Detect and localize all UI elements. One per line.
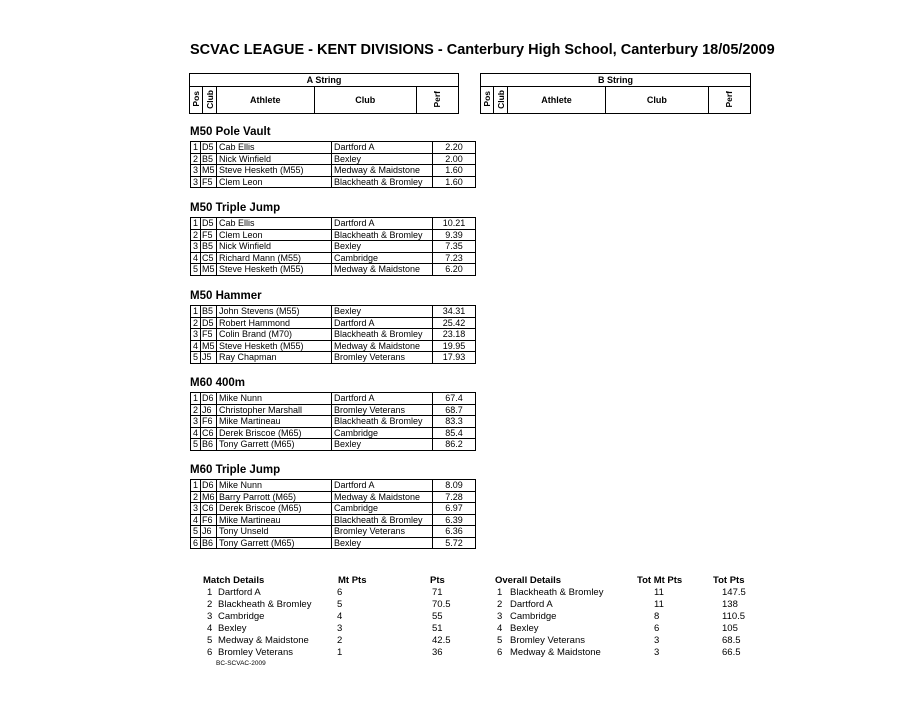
match-pts-heading: Pts — [430, 575, 445, 586]
club-cell: Bexley — [332, 241, 433, 253]
points: 42.5 — [432, 635, 451, 646]
results-table — [190, 217, 476, 276]
list-item — [492, 611, 762, 623]
athlete-cell: Ray Chapman — [217, 352, 332, 364]
results-table — [190, 305, 476, 364]
performance-cell: 68.7 — [433, 404, 476, 416]
club-name: Medway & Maidstone — [510, 647, 601, 658]
performance-cell: 5.72 — [433, 537, 476, 549]
match-points: 6 — [337, 587, 343, 598]
performance-cell: 83.3 — [433, 416, 476, 428]
athlete-cell: Tony Garrett (M65) — [217, 439, 332, 451]
performance-cell: 7.35 — [433, 241, 476, 253]
athlete-cell: Tony Unseld — [217, 526, 332, 538]
overall-pts-heading: Tot Pts — [713, 575, 745, 586]
match-heading: Match Details — [203, 575, 265, 586]
position-cell: 5 — [191, 264, 201, 276]
performance-cell: 6.20 — [433, 264, 476, 276]
club-header: Club — [314, 87, 416, 114]
position-cell: 2 — [191, 229, 201, 241]
club-name: Bexley — [510, 623, 539, 634]
club-name: Blackheath & Bromley — [218, 599, 312, 610]
list-item — [200, 587, 460, 599]
list-item — [200, 599, 460, 611]
table-row — [191, 503, 476, 515]
athlete-cell: Cab Ellis — [217, 218, 332, 230]
performance-cell: 19.95 — [433, 340, 476, 352]
athlete-cell: Robert Hammond — [217, 317, 332, 329]
position-cell: 2 — [191, 491, 201, 503]
club-cell: Bromley Veterans — [332, 352, 433, 364]
position-cell: 1 — [191, 393, 201, 405]
athlete-cell: Derek Briscoe (M65) — [217, 427, 332, 439]
position-cell: 4 — [191, 514, 201, 526]
rank: 4 — [497, 623, 503, 634]
position-cell: 3 — [191, 503, 201, 515]
list-item — [200, 611, 460, 623]
club-cell: Dartford A — [332, 142, 433, 154]
match-points: 11 — [654, 587, 664, 598]
table-row — [191, 439, 476, 451]
performance-cell: 25.42 — [433, 317, 476, 329]
club-name: Bromley Veterans — [218, 647, 293, 658]
match-points: 5 — [337, 599, 343, 610]
overall-mt-heading: Tot Mt Pts — [637, 575, 683, 586]
perf-header: Perf — [432, 90, 443, 108]
performance-cell: 34.31 — [433, 306, 476, 318]
club-code-cell: F5 — [201, 229, 217, 241]
rank: 6 — [497, 647, 503, 658]
club-cell: Bexley — [332, 153, 433, 165]
club-code-cell: D6 — [201, 480, 217, 492]
club-code-cell: D6 — [201, 393, 217, 405]
performance-cell: 8.09 — [433, 480, 476, 492]
club-cell: Dartford A — [332, 218, 433, 230]
position-cell: 5 — [191, 526, 201, 538]
table-row — [191, 317, 476, 329]
athlete-cell: Steve Hesketh (M55) — [217, 264, 332, 276]
club-code-cell: D5 — [201, 218, 217, 230]
position-cell: 4 — [191, 427, 201, 439]
position-cell: 1 — [191, 142, 201, 154]
club-cell: Dartford A — [332, 480, 433, 492]
club-cell: Blackheath & Bromley — [332, 514, 433, 526]
club-name: Medway & Maidstone — [218, 635, 309, 646]
athlete-header: Athlete — [507, 87, 605, 114]
points: 147.5 — [722, 587, 746, 598]
club-cell: Medway & Maidstone — [332, 491, 433, 503]
club-code-cell: F6 — [201, 416, 217, 428]
athlete-cell: Clem Leon — [217, 229, 332, 241]
club-cell: Blackheath & Bromley — [332, 229, 433, 241]
club-name: Cambridge — [218, 611, 265, 622]
perf-header: Perf — [724, 90, 735, 108]
table-row — [191, 142, 476, 154]
list-item — [492, 647, 762, 659]
a-string-header — [189, 73, 459, 114]
page-title: SCVAC LEAGUE - KENT DIVISIONS - Canterbury High School, Canterbury 18/05/2009 — [190, 42, 775, 58]
club-abbr-header: Club — [495, 89, 506, 109]
athlete-cell: Mike Martineau — [217, 514, 332, 526]
club-code-cell: F6 — [201, 514, 217, 526]
club-name: Cambridge — [510, 611, 557, 622]
athlete-cell: Clem Leon — [217, 176, 332, 188]
club-cell: Bexley — [332, 537, 433, 549]
list-item — [200, 647, 460, 659]
table-row — [191, 153, 476, 165]
club-code-cell: D5 — [201, 142, 217, 154]
points: 110.5 — [722, 611, 746, 622]
club-code-cell: J5 — [201, 352, 217, 364]
table-row — [191, 241, 476, 253]
position-cell: 3 — [191, 329, 201, 341]
athlete-cell: Derek Briscoe (M65) — [217, 503, 332, 515]
position-cell: 2 — [191, 404, 201, 416]
results-table — [190, 141, 476, 188]
athlete-cell: Steve Hesketh (M55) — [217, 340, 332, 352]
club-abbr-header: Club — [204, 89, 215, 109]
club-header: Club — [606, 87, 708, 114]
athlete-cell: Colin Brand (M70) — [217, 329, 332, 341]
table-row — [191, 514, 476, 526]
position-cell: 4 — [191, 340, 201, 352]
performance-cell: 85.4 — [433, 427, 476, 439]
club-code-cell: B6 — [201, 439, 217, 451]
match-points: 4 — [337, 611, 343, 622]
points: 105 — [722, 623, 738, 634]
athlete-cell: Mike Martineau — [217, 416, 332, 428]
rank: 1 — [497, 587, 503, 598]
table-row — [191, 176, 476, 188]
performance-cell: 1.60 — [433, 176, 476, 188]
club-cell: Bexley — [332, 306, 433, 318]
table-row — [191, 526, 476, 538]
position-cell: 4 — [191, 252, 201, 264]
a-string-label: A String — [190, 74, 459, 87]
points: 36 — [432, 647, 443, 658]
club-cell: Cambridge — [332, 427, 433, 439]
position-cell: 5 — [191, 439, 201, 451]
position-cell: 2 — [191, 153, 201, 165]
athlete-cell: Cab Ellis — [217, 142, 332, 154]
athlete-cell: Barry Parrott (M65) — [217, 491, 332, 503]
table-row — [191, 329, 476, 341]
club-code-cell: F5 — [201, 329, 217, 341]
club-name: Bexley — [218, 623, 247, 634]
match-points: 3 — [654, 647, 660, 658]
club-cell: Dartford A — [332, 393, 433, 405]
rank: 5 — [497, 635, 503, 646]
position-cell: 5 — [191, 352, 201, 364]
table-row — [191, 537, 476, 549]
athlete-cell: Nick Winfield — [217, 241, 332, 253]
event-title: M60 Triple Jump — [190, 464, 281, 476]
club-cell: Medway & Maidstone — [332, 264, 433, 276]
club-code-cell: M5 — [202, 264, 215, 274]
position-cell: 1 — [191, 218, 201, 230]
athlete-cell: Tony Garrett (M65) — [217, 537, 332, 549]
athlete-cell: Richard Mann (M55) — [217, 252, 332, 264]
b-string-label: B String — [481, 74, 751, 87]
match-points: 6 — [654, 623, 660, 634]
match-points: 3 — [337, 623, 343, 634]
points: 66.5 — [722, 647, 741, 658]
rank: 3 — [497, 611, 503, 622]
performance-cell: 6.36 — [433, 526, 476, 538]
event-title: M50 Triple Jump — [190, 202, 281, 214]
performance-cell: 2.20 — [433, 142, 476, 154]
performance-cell: 23.18 — [433, 329, 476, 341]
table-row — [191, 306, 476, 318]
club-code-cell: M5 — [202, 340, 215, 351]
club-cell: Medway & Maidstone — [332, 340, 433, 352]
b-string-header — [480, 73, 751, 114]
club-cell: Blackheath & Bromley — [332, 176, 433, 188]
performance-cell: 9.39 — [433, 229, 476, 241]
points: 138 — [722, 599, 738, 610]
overall-heading: Overall Details — [495, 575, 562, 586]
list-item — [492, 599, 762, 611]
athlete-header: Athlete — [216, 87, 314, 114]
position-cell: 3 — [191, 176, 201, 188]
athlete-cell: Mike Nunn — [217, 480, 332, 492]
club-cell: Blackheath & Bromley — [332, 416, 433, 428]
overall-details — [492, 575, 762, 659]
club-cell: Cambridge — [332, 503, 433, 515]
rank: 2 — [497, 599, 503, 610]
rank: 4 — [207, 623, 213, 634]
table-row — [191, 340, 476, 352]
list-item — [492, 635, 762, 647]
club-name: Bromley Veterans — [510, 635, 585, 646]
club-code-cell: F5 — [201, 176, 217, 188]
club-cell: Dartford A — [332, 317, 433, 329]
position-cell: 3 — [191, 165, 201, 177]
club-cell: Medway & Maidstone — [332, 165, 433, 177]
club-cell: Bexley — [332, 439, 433, 451]
club-code-cell: B6 — [201, 537, 217, 549]
table-row — [191, 491, 476, 503]
table-row — [191, 480, 476, 492]
athlete-cell: Nick Winfield — [217, 153, 332, 165]
club-code-cell: B5 — [201, 153, 217, 165]
performance-cell: 2.00 — [433, 153, 476, 165]
performance-cell: 1.60 — [433, 165, 476, 177]
table-row — [191, 416, 476, 428]
athlete-cell: Steve Hesketh (M55) — [217, 165, 332, 177]
club-code-cell: B5 — [201, 306, 217, 318]
pos-header: Pos — [191, 91, 202, 107]
table-row — [191, 218, 476, 230]
club-code-cell: C6 — [201, 503, 217, 515]
pos-header: Pos — [482, 91, 493, 107]
club-code-cell: C6 — [201, 427, 217, 439]
match-points: 1 — [337, 647, 343, 658]
points: 55 — [432, 611, 443, 622]
event-title: M50 Hammer — [190, 290, 262, 302]
club-name: Dartford A — [218, 587, 261, 598]
club-code-cell: D5 — [201, 317, 217, 329]
club-name: Dartford A — [510, 599, 553, 610]
event-title: M50 Pole Vault — [190, 126, 271, 138]
table-row — [191, 427, 476, 439]
table-row — [191, 393, 476, 405]
results-table — [190, 479, 476, 549]
list-item — [200, 623, 460, 635]
results-table — [190, 392, 476, 451]
points: 51 — [432, 623, 443, 634]
club-cell: Cambridge — [332, 252, 433, 264]
performance-cell: 67.4 — [433, 393, 476, 405]
list-item — [200, 635, 460, 647]
rank: 2 — [207, 599, 213, 610]
match-details — [200, 575, 460, 659]
performance-cell: 10.21 — [433, 218, 476, 230]
club-code-cell: M6 — [202, 491, 215, 502]
table-row — [191, 165, 476, 177]
table-row — [191, 252, 476, 264]
position-cell: 3 — [191, 416, 201, 428]
position-cell: 1 — [191, 480, 201, 492]
performance-cell: 7.23 — [433, 252, 476, 264]
athlete-cell: John Stevens (M55) — [217, 306, 332, 318]
list-item — [492, 623, 762, 635]
performance-cell: 7.28 — [433, 491, 476, 503]
position-cell: 3 — [191, 241, 201, 253]
performance-cell: 86.2 — [433, 439, 476, 451]
event-title: M60 400m — [190, 377, 245, 389]
points: 70.5 — [432, 599, 451, 610]
club-cell: Bromley Veterans — [332, 526, 433, 538]
table-row — [191, 404, 476, 416]
rank: 1 — [207, 587, 213, 598]
rank: 6 — [207, 647, 213, 658]
performance-cell: 6.97 — [433, 503, 476, 515]
rank: 3 — [207, 611, 213, 622]
athlete-cell: Christopher Marshall — [217, 404, 332, 416]
points: 68.5 — [722, 635, 741, 646]
footer-code: BC-SCVAC-2009 — [216, 660, 266, 667]
club-name: Blackheath & Bromley — [510, 587, 604, 598]
club-code-cell: J6 — [201, 526, 217, 538]
rank: 5 — [207, 635, 213, 646]
club-code-cell: C5 — [201, 252, 217, 264]
table-row — [191, 229, 476, 241]
athlete-cell: Mike Nunn — [217, 393, 332, 405]
match-points: 11 — [654, 599, 664, 610]
performance-cell: 17.93 — [433, 352, 476, 364]
match-points: 8 — [654, 611, 660, 622]
position-cell: 2 — [191, 317, 201, 329]
match-mt-heading: Mt Pts — [338, 575, 367, 586]
club-cell: Blackheath & Bromley — [332, 329, 433, 341]
position-cell: 6 — [191, 537, 201, 549]
list-item — [492, 587, 762, 599]
table-row — [191, 352, 476, 364]
club-code-cell: J6 — [201, 404, 217, 416]
table-row — [191, 264, 476, 276]
club-code-cell: M5 — [202, 165, 215, 175]
points: 71 — [432, 587, 443, 598]
match-points: 2 — [337, 635, 343, 646]
match-points: 3 — [654, 635, 660, 646]
position-cell: 1 — [191, 306, 201, 318]
performance-cell: 6.39 — [433, 514, 476, 526]
club-code-cell: B5 — [201, 241, 217, 253]
club-cell: Bromley Veterans — [332, 404, 433, 416]
